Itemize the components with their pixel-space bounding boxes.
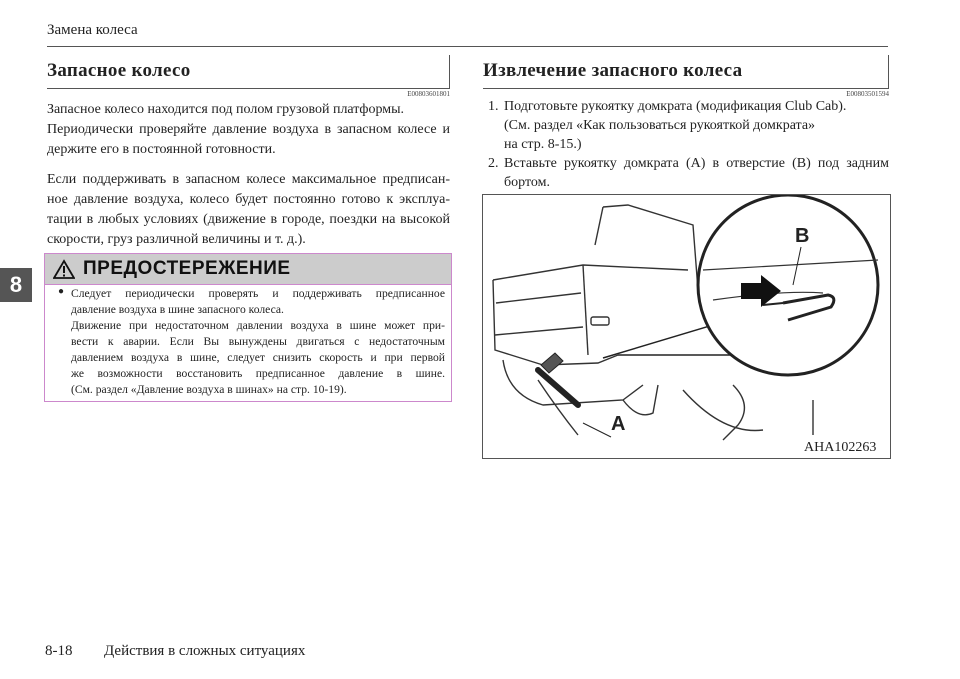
warning-line: давление воздуха в шине запасного колеса.: [71, 303, 284, 316]
step-number: 1.: [488, 99, 499, 114]
right-title-rule: [483, 88, 889, 89]
warning-line: же возможности восстановить предписанное давление в шине.: [71, 367, 445, 380]
illustration-frame: [482, 194, 891, 459]
warning-line: вести к аварии. Если Вы вынуждены двигаться с недостаточным: [71, 335, 445, 348]
step-line: бортом.: [504, 175, 550, 190]
header-rule: [47, 46, 888, 47]
para2-line: Если поддерживать в запасном колесе максимальное предписан-: [47, 172, 450, 187]
left-paragraph-2: [47, 170, 450, 250]
truck-rear-illustration: [483, 195, 890, 458]
para1-line: Периодически проверяйте давление воздуха в запасном колесе и: [47, 122, 450, 137]
para2-line: тации в любых условиях (движение в городе, поездки на высокой: [47, 212, 450, 227]
left-paragraph-1: [47, 100, 450, 160]
para2-line: ное давление воздуха, колесо будет постоянно готово к эксплуа-: [47, 192, 450, 207]
warning-line: давлением воздуха в шине, следует снизить скорость и при первой: [71, 351, 445, 364]
step-line: (См. раздел «Как пользоваться рукояткой домкрата»: [504, 118, 816, 133]
warning-body: [71, 286, 445, 398]
warning-triangle-icon: [53, 259, 75, 279]
right-section-code: E00803501594: [846, 90, 889, 98]
page-number: 8-18: [45, 643, 73, 659]
step-line: Подготовьте рукоятку домкрата (модификация Club Cab).: [504, 99, 847, 114]
para2-line: скорости, груз различной величины и т. д.).: [47, 232, 306, 247]
step-number: 2.: [488, 156, 499, 171]
warning-line: (См. раздел «Давление воздуха в шинах» на стр. 10-19).: [71, 383, 347, 396]
label-b: B: [795, 225, 810, 247]
footer-section: Действия в сложных ситуациях: [104, 643, 306, 659]
label-a: A: [611, 413, 626, 435]
para1-line: Запасное колесо находится под полом грузовой платформы.: [47, 102, 405, 117]
warning-line: Движение при недостаточном давлении воздуха в шине может при-: [71, 319, 445, 332]
warning-box: [44, 253, 452, 402]
left-title-end: [449, 55, 450, 88]
left-title-rule: [47, 88, 450, 89]
figure-code: AHA102263: [804, 440, 877, 455]
warning-line: Следует периодически проверять и поддерживать предписанное: [71, 287, 445, 300]
para1-line: держите его в постоянной готовности.: [47, 142, 276, 157]
warning-bullet: ●: [58, 286, 65, 297]
steps-list: [488, 97, 889, 192]
warning-header: [45, 254, 451, 285]
header-title: Замена колеса: [47, 22, 138, 38]
right-title-end: [888, 55, 889, 88]
left-section-title: Запасное колесо: [47, 60, 191, 81]
right-section-title: Извлечение запасного колеса: [483, 60, 743, 81]
step-line: на стр. 8-15.): [504, 137, 582, 152]
step-item: [488, 154, 889, 192]
left-section-code: E00803601801: [407, 90, 450, 98]
step-item: [488, 97, 889, 154]
chapter-tab: 8: [0, 268, 32, 302]
step-line: Вставьте рукоятку домкрата (A) в отверстие (B) под задним: [504, 156, 889, 171]
warning-title: ПРЕДОСТЕРЕЖЕНИЕ: [83, 258, 291, 279]
